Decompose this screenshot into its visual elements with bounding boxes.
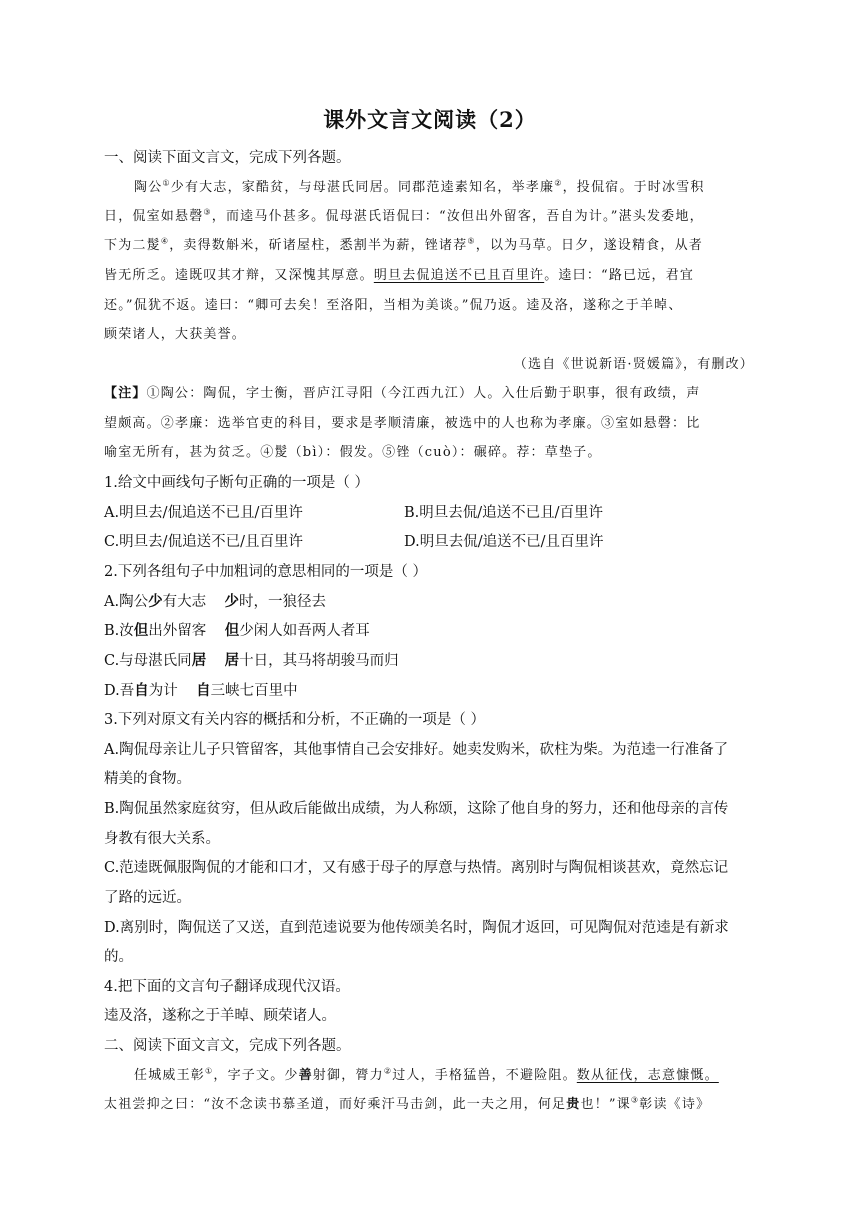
- section-1-heading: 一、阅读下面文言文，完成下列各题。: [104, 150, 351, 166]
- question-1-option-b: B.明旦去侃/追送不已且/百里许: [404, 505, 604, 521]
- question-3-option-b-line-2: 身教有很大关系。: [104, 831, 220, 847]
- question-4-sentence: 逵及洛，遂称之于羊晫、顾荣诸人。: [104, 1008, 336, 1024]
- question-2-option-b: B.汝但出外留客 但少闲人如吾两人者耳: [104, 622, 370, 639]
- passage-1-line-5: 还。”侃犹不返。逵曰：“卿可去矣！至洛阳，当相为美谈。”侃乃返。逵及洛，遂称之于羊晫、: [104, 298, 683, 313]
- question-3-option-c-line-1: C.范逵既佩服陶侃的才能和口才，又有感于母子的厚意与热情。离别时与陶侃相谈甚欢，竟然忘记: [104, 860, 729, 876]
- question-3-option-d-line-1: D.离别时，陶侃送了又送，直到范逵说要为他传颂美名时，陶侃才返回，可见陶侃对范逵是有新求: [104, 920, 729, 936]
- note-line-1: 【注】①陶公：陶侃，字士衡，晋庐江寻阳（今江西九江）人。入仕后勤于职事，很有政绩，声: [104, 386, 701, 401]
- question-2-option-c: C.与母湛氏同居 居十日，其马将胡骏马而归: [104, 652, 399, 669]
- question-3-option-b-line-1: B.陶侃虽然家庭贫穷，但从政后能做出成绩，为人称颂，这除了他自身的努力，还和他母亲的言传: [104, 801, 729, 817]
- question-1-option-a: A.明旦去/侃追送不已且/百里许: [104, 505, 303, 521]
- passage-2-line-2: 太祖尝抑之曰：“汝不念读书慕圣道，而好乘汗马击剑，此一夫之用，何足贵也！”课③彰读《诗》: [104, 1095, 711, 1112]
- note-line-3: 喻室无所有，甚为贫乏。④髲（bì）：假发。⑤锉（cuò）：碾碎。荐：草垫子。: [104, 445, 602, 460]
- section-2-heading: 二、阅读下面文言文，完成下列各题。: [104, 1038, 351, 1054]
- note-line-2: 望颇高。②孝廉：选举官吏的科目，要求是孝顺清廉，被选中的人也称为孝廉。③室如悬磬：比: [104, 416, 701, 431]
- question-3-option-c-line-2: 了路的远近。: [104, 890, 191, 906]
- underlined-sentence: 明旦去侃追送不已且百里许: [373, 268, 545, 283]
- question-2: 2.下列各组句子中加粗词的意思相同的一项是（ ）: [104, 564, 427, 580]
- underlined-sentence-2: 数从征伐，志意慷慨。: [576, 1068, 719, 1083]
- question-1-option-d: D.明旦去侃/追送不已/且百里许: [404, 534, 604, 550]
- question-3-option-a-line-1: A.陶侃母亲让儿子只管留客，其他事情自己会安排好。她卖发购米，砍柱为柴。为范逵一行准备了: [104, 742, 729, 758]
- question-4: 4.把下面的文言句子翻译成现代汉语。: [104, 979, 350, 995]
- question-1-option-c: C.明旦去/侃追送不已/且百里许: [104, 534, 303, 550]
- passage-2-line-1: 任城威王彰①，字子文。少善射御，膂力②过人，手格猛兽，不避险阻。数从征伐，志意慷慨。: [134, 1066, 719, 1083]
- question-1: 1.给文中画线句子断句正确的一项是（ ）: [104, 475, 369, 491]
- page-title: 课外文言文阅读（2）: [323, 107, 537, 132]
- question-3: 3.下列对原文有关内容的概括和分析，不正确的一项是（ ）: [104, 712, 485, 728]
- question-2-option-a: A.陶公少有大志 少时，一狼径去: [104, 593, 327, 610]
- question-3-option-d-line-2: 的。: [104, 949, 133, 965]
- passage-1-line-4: 皆无所乏。逵既叹其才辩，又深愧其厚意。明旦去侃追送不已且百里许。逵曰：“路已远，君宜: [104, 268, 695, 283]
- question-2-option-d: D.吾自为计 自三峡七百里中: [104, 682, 298, 699]
- passage-1-line-3: 下为二髲④，卖得数斛米，斫诸屋柱，悉割半为薪，锉诸荐⑤，以为马草。日夕，遂设精食，从者: [104, 236, 703, 253]
- passage-1-line-1: 陶公①少有大志，家酷贫，与母湛氏同居。同郡范逵素知名，举孝廉②，投侃宿。于时冰雪积: [134, 178, 705, 195]
- question-3-option-a-line-2: 精美的食物。: [104, 771, 191, 787]
- passage-1-line-6: 顾荣诸人，大获美誉。: [104, 327, 247, 342]
- passage-1-line-2: 日，侃室如悬磬③，而逵马仆甚多。侃母湛氏语侃曰：“汝但出外留客，吾自为计。”湛头发委地，: [104, 207, 704, 224]
- passage-1-source: （选自《世说新语·贤媛篇》，有删改）: [513, 357, 754, 372]
